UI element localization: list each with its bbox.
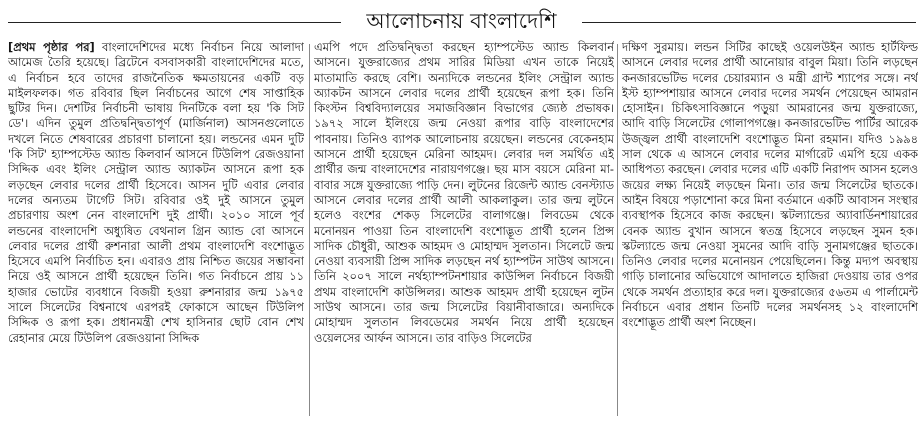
column-divider-2 <box>617 44 618 416</box>
header-rule-left <box>8 22 341 23</box>
column-1-body: বাংলাদেশিদের মধ্যে নির্বাচন নিয়ে আলাদা আমেজ তৈরি হয়েছে। ব্রিটেনে বসবাসকারী বাংলাদেশিদের মতে, এ নির্বাচন হবে তাদের রাজনৈতিক ক্ষমতায়নের একটি বড় মাইলফলক। গত রবিবার ছিল নির্বাচনের আগে শেষ সাপ্তাহিক ছুটির দিন। দেশটির নির্বাচনী ভাষায় দিনটিকে বলা হয় 'কি সিট ডে'। এদিন তুমুল প্রতিদ্বন্দ্বিতাপূর্ণ (মার্জিনাল) আসনগুলোতে দখলে নিতে শেষবারের প্রচারণা চালানো হয়। লন্ডনের এমন দুটি 'কি সিট' হ্যাম্পস্টেড অ্যান্ড কিলবার্ন আসনে টিউলিপ রেজওয়ানা সিদ্দিক এবং ইলিং সেন্ট্রাল অ্যান্ড অ্যাকটন আসনে রূপা হক লড়ছেন লেবার দলের প্রার্থী হিসেবে। আসন দুটি এবার লেবার দলের অন্যতম টার্গেট সিট। রবিবার ওই দুই আসনে তুমুল প্রচারণায় অংশ নেন বাংলাদেশি দুই প্রার্থী। ২০১০ সালে পূর্ব লন্ডনের বাংলাদেশি অধ্যুষিত বেথনাল গ্রিন অ্যান্ড বো আসনে লেবার দলের প্রার্থী রুশনারা আলী প্রথম বাংলাদেশি বংশোদ্ভূত হিসেবে এমপি নির্বাচিত হন। এবারও প্রায় নিশ্চিত জয়ের সম্ভাবনা নিয়ে ওই আসনে প্রার্থী হয়েছেন তিনি। গত নির্বাচনে প্রায় ১১ হাজার ভোটের ব্যবধানে বিজয়ী হওয়া রুশনারার জন্ম ১৯৭৫ সালে সিলেটের বিশ্বনাথে এরপরই ফোকাসে আছেন টিউলিপ সিদ্দিক ও রূপা হক। প্রধানমন্ত্রী শেখ হাসিনার ছোট বোন শেখ রেহানার মেয়ে টিউলিপ রেজওয়ানা সিদ্দিক <box>8 40 304 345</box>
article-column-3 <box>622 40 918 420</box>
continuation-label: [প্রথম পৃষ্ঠার পর] <box>8 40 95 54</box>
article-column-1 <box>8 40 304 420</box>
article-body <box>8 40 918 424</box>
column-1-text <box>8 40 304 346</box>
column-2-text: এমপি পদে প্রতিদ্বন্দ্বিতা করছেন হ্যাম্পস্টেড অ্যান্ড কিলবার্ন আসনে। যুক্তরাজ্যের প্রথম সারির মিডিয়া এখন তাকে নিয়েই মাতামাতি করছে বেশি। অন্যদিকে লন্ডনের ইলিং সেন্ট্রাল অ্যান্ড অ্যাকটন আসনে লেবার দলের প্রার্থী হয়েছেন রূপা হক। তিনি কিংস্টন বিশ্ববিদ্যালয়ের সমাজবিজ্ঞান বিভাগের জ্যেষ্ঠ প্রভাষক। ১৯৭২ সালে ইলিংয়ে জন্ম নেওয়া রূপার বাড়ি বাংলাদেশের পাবনায়। তিনিও ব্যাপক আলোচনায় রয়েছেন। লন্ডনের বেকেনহাম আসনে প্রার্থী হয়েছেন মেরিনা আহমদ। লেবার দল সমর্থিত এই প্রার্থীর জন্ম বাংলাদেশের নারায়ণগঞ্জে। ছয় মাস বয়সে মেরিনা মা-বাবার সঙ্গে যুক্তরাজ্যে পাড়ি দেন। লুটনের রিজেন্ট অ্যান্ড বেনস্ট্যাড আসনে লেবার দলের প্রার্থী আলী আকলাকুল। তার জন্ম লুটনে হলেও বংশের শেকড় সিলেটের বালাগঞ্জে। লিবডেম থেকে মনোনয়ন পাওয়া তিন বাংলাদেশি বংশোদ্ভূত প্রার্থী হলেন প্রিন্স সাদিক চৌধুরী, আশুক আহমদ ও মোহাম্মদ সুলতান। সিলেটে জন্ম নেওয়া ব্যবসায়ী প্রিন্স সাদিক লড়ছেন নর্থ হ্যাম্পটন সাউথ আসনে। তিনি ২০০৭ সালে নর্থহ্যাম্পটনশায়ার কাউন্সিল নির্বাচনে বিজয়ী প্রথম বাংলাদেশি কাউন্সিলর। আশুক আহমদ প্রার্থী হয়েছেন লুটন সাউথ আসনে। তার জন্ম সিলেটের বিয়ানীবাজারে। অন্যদিকে মোহাম্মদ সুলতান লিবডেমের সমর্থন নিয়ে প্রার্থী হয়েছেন ওয়েলসের আর্ফন আসনে। তার বাড়িও সিলেটের <box>314 40 614 345</box>
section-header <box>0 0 924 42</box>
header-rule-right <box>582 22 916 23</box>
article-column-2 <box>314 40 614 420</box>
column-divider-1 <box>309 44 310 416</box>
section-title: আলোচনায় বাংলাদেশি <box>366 9 557 33</box>
column-3-text: দক্ষিণ সুরমায়। লন্ডন সিটির কাছেই ওয়েলউইন অ্যান্ড হার্টফিল্ড আসনে লেবার দলের প্রার্থী আনোয়ার বাবুল মিয়া। তিনি লড়ছেন কনজারভেটিভ দলের চেয়ারম্যান ও মন্ত্রী গ্রান্ট শ্যাপের সঙ্গে। নর্থ ইস্ট হ্যাম্পশায়ার আসনে লেবার দলের সমর্থন পেয়েছেন আমরান হোসাইন। চিকিৎসাবিজ্ঞানে পড়ুয়া আমরানের জন্ম যুক্তরাজ্যে, আদি বাড়ি সিলেটের গোলাপগঞ্জে। কনজারভেটিভ পার্টির আরেক উজ্জ্বল প্রার্থী বাংলাদেশি বংশোদ্ভূত মিনা রহমান। যদিও ১৯৯৪ সাল থেকে এ আসনে লেবার দলের মার্গারেট এমপি হয়ে একক আধিপত্য করছেন। লেবার দলের এটি একটি নিরাপদ আসন হলেও জয়ের লক্ষ্য নিয়েই লড়ছেন মিনা। তার জন্ম সিলেটের ছাতকে। আইন বিষয়ে পড়াশোনা করে মিনা বর্তমানে একটি আবাসন সংস্থার ব্যবস্থাপক হিসেবে কাজ করছেন। স্কটল্যান্ডের অ্যাবার্ডিনশায়ারের বেনক অ্যান্ড বুখান আসনে স্বতন্ত্র হিসেবে লড়ছেন সুমন হক। স্কটল্যান্ডে জন্ম নেওয়া সুমনের আদি বাড়ি সুনামগঞ্জের ছাতকে। তিনিও লেবার দলের মনোনয়ন পেয়েছিলেন। কিন্তু মদ্যপ অবস্থায় গাড়ি চালানোর অভিযোগে আদালতে হাজিরা দেওয়ায় তার ওপর থেকে সমর্থন প্রত্যাহার করে দল। যুক্তরাজ্যের ৫৬তম এ পার্লামেন্ট নির্বাচনে এবার প্রধান তিনটি দলের সমর্থনসহ ১২ বাংলাদেশি বংশোদ্ভূত প্রার্থী অংশ নিচ্ছেন। <box>622 40 918 330</box>
